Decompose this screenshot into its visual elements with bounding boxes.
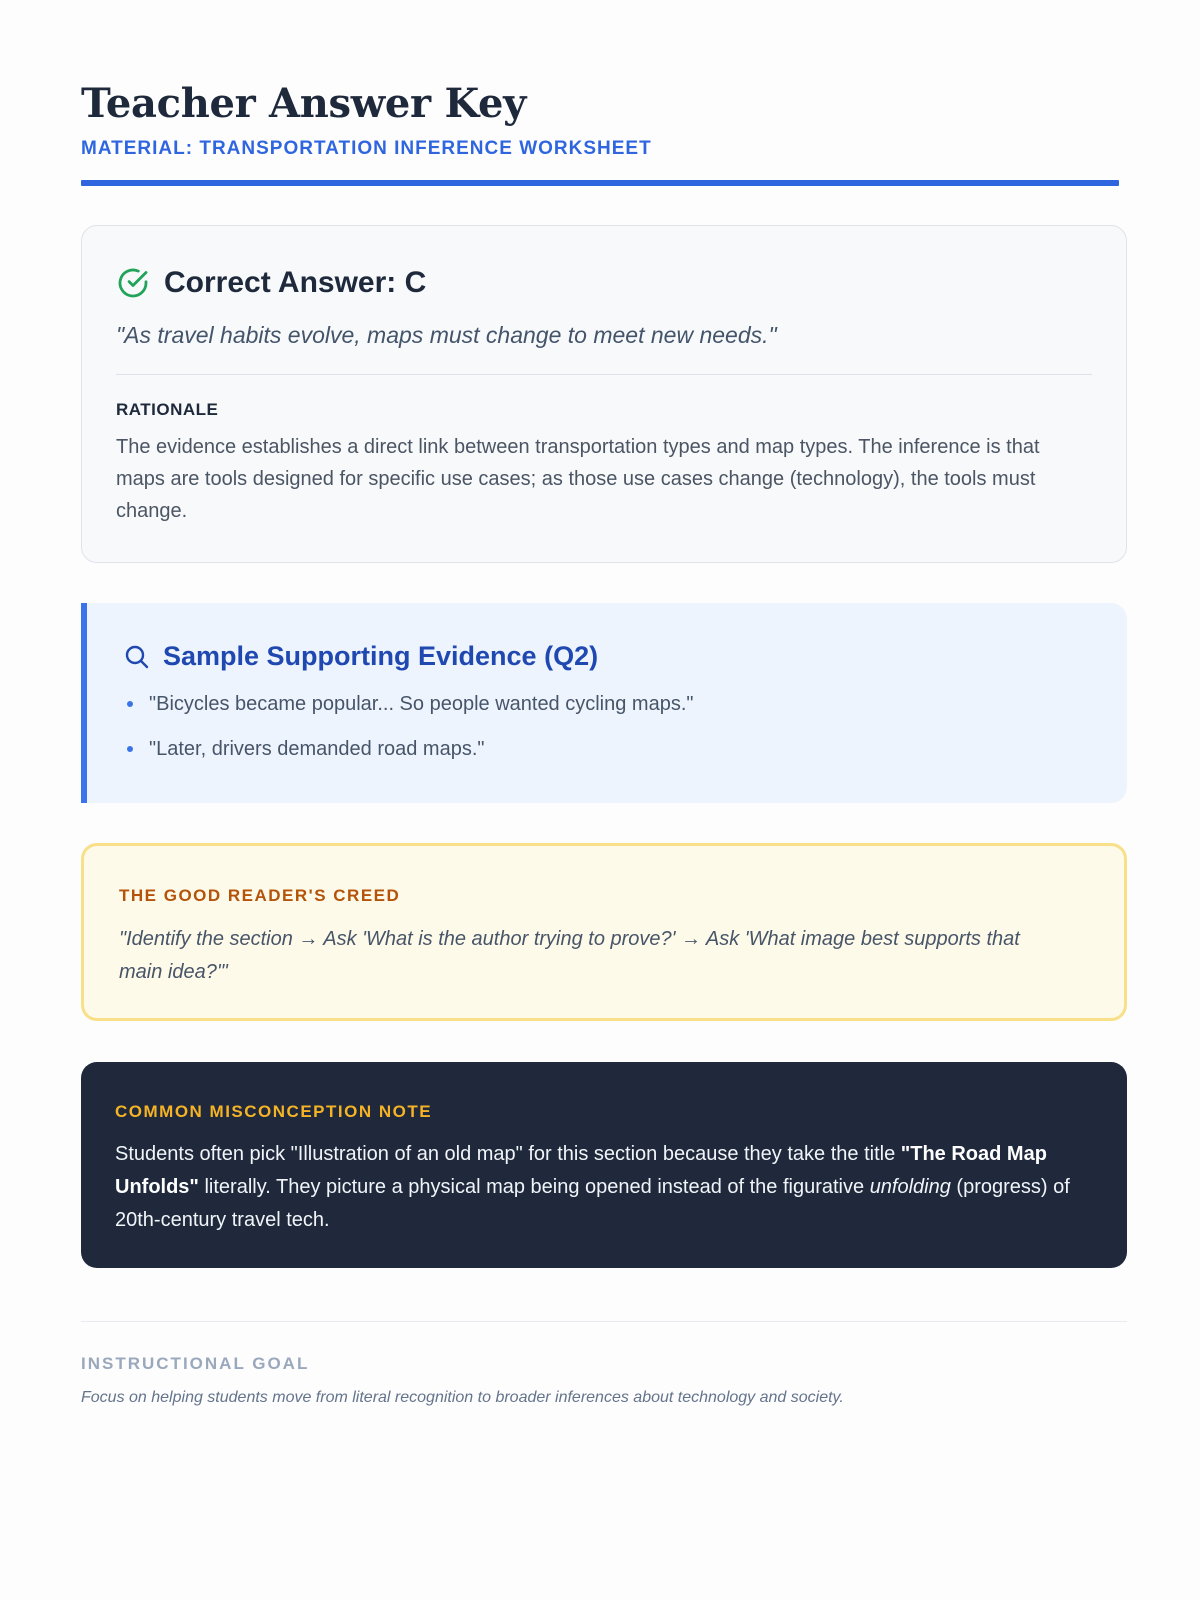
check-circle-icon: [116, 266, 150, 300]
search-icon: [123, 643, 151, 671]
divider: [116, 374, 1092, 375]
instructional-goal-label: INSTRUCTIONAL GOAL: [81, 1354, 310, 1373]
misconception-text-part: Students often pick "Illustration of an old map" for this section because they take the title: [115, 1143, 901, 1165]
misconception-text-part: (progress) of 20th-century travel tech.: [115, 1176, 1070, 1231]
creed-label: THE GOOD READER'S CREED: [119, 886, 401, 905]
rationale-text: The evidence establishes a direct link between transportation types and map types. The inference is that maps are tools designed for specific use cases; as those use cases change (technology), the tools must change.: [116, 436, 1040, 522]
evidence-header: [123, 641, 598, 672]
page-title: Teacher Answer Key: [81, 80, 527, 127]
footer-divider: [81, 1321, 1127, 1322]
misconception-text: [115, 1138, 1077, 1237]
correct-answer-card: [81, 225, 1127, 563]
material-subtitle: MATERIAL: TRANSPORTATION INFERENCE WORKSHEET: [81, 138, 652, 159]
misconception-text-part: literally. They picture a physical map being opened instead of the figurative: [198, 1176, 870, 1198]
supporting-evidence-card: [81, 603, 1127, 803]
misconception-emphasis: unfolding: [869, 1176, 951, 1198]
reader-creed-card: [81, 843, 1127, 1021]
correct-answer-header: [116, 266, 426, 300]
correct-answer-title: Correct Answer: C: [164, 266, 427, 299]
creed-text: "Identify the section → Ask 'What is the author trying to prove?' → Ask 'What image best supports that main idea?'": [119, 928, 1020, 983]
misconception-title-ref: "The Road Map Unfolds": [115, 1143, 1047, 1198]
misconception-card: [81, 1062, 1127, 1268]
misconception-label: COMMON MISCONCEPTION NOTE: [115, 1102, 433, 1121]
instructional-goal-text: Focus on helping students move from literal recognition to broader inferences about technology and society.: [81, 1389, 844, 1406]
evidence-item: "Bicycles became popular... So people wanted cycling maps.": [123, 691, 694, 717]
header-rule: [81, 180, 1119, 186]
rationale-label: RATIONALE: [116, 400, 219, 419]
correct-answer-quote: "As travel habits evolve, maps must change to meet new needs.": [116, 322, 777, 348]
evidence-list: [123, 691, 694, 781]
evidence-title: Sample Supporting Evidence (Q2): [163, 641, 599, 671]
evidence-item: "Later, drivers demanded road maps.": [123, 736, 694, 762]
